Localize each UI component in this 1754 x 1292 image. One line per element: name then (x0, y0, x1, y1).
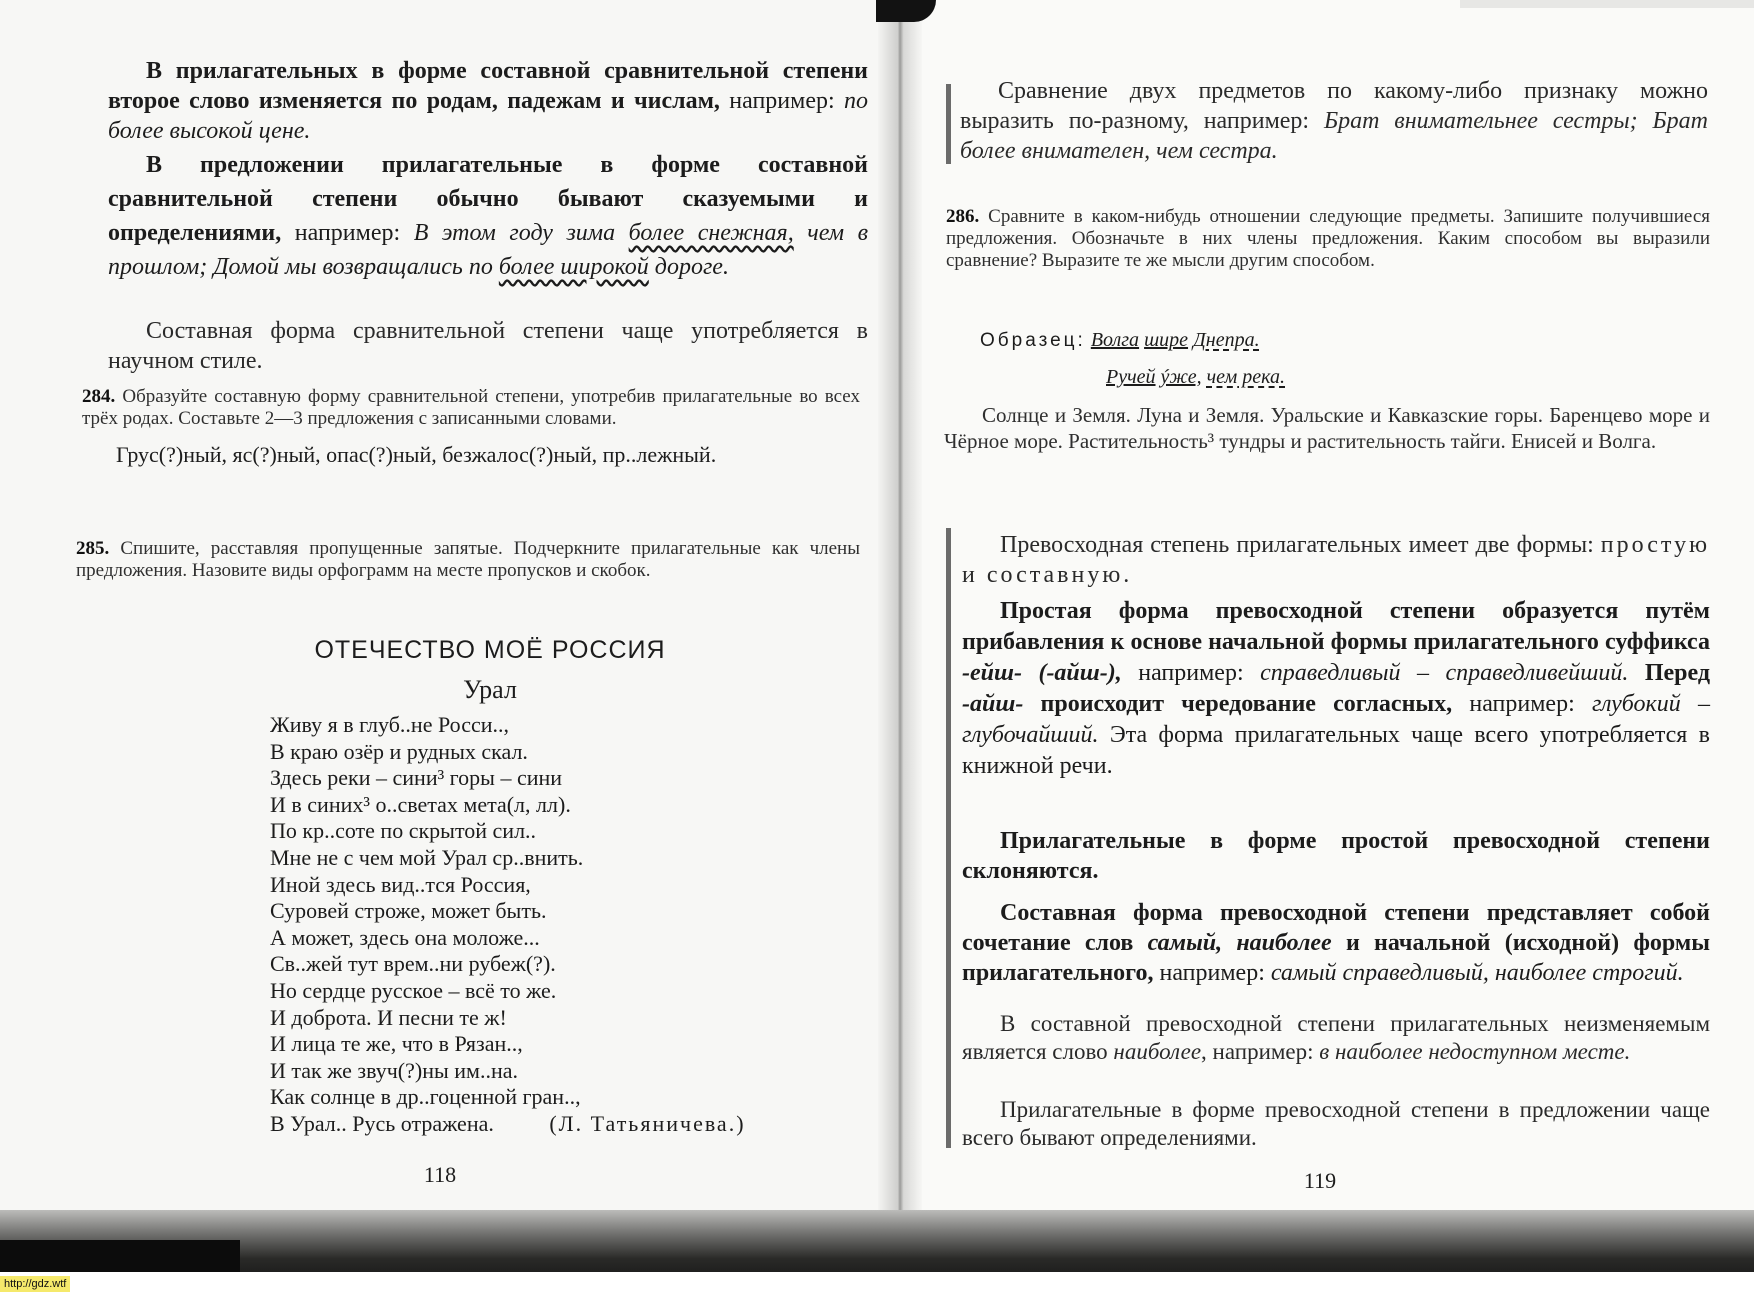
sample-object-1: Днепра. (1193, 329, 1260, 351)
comparison-intro-example: Брат внимательнее сестры; Брат более внимателен, чем сестра. (960, 108, 1708, 164)
rule2-italic-3: дороге. (648, 254, 729, 280)
simple-superlative-rule (962, 596, 1710, 782)
exercise-284-words: Грус(?)ный, яс(?)ный, опас(?)ный, безжалос(?)ный, пр..лежный. (116, 442, 717, 467)
poem-line: И лица те же, что в Рязан.., (270, 1031, 523, 1057)
usage-rule (962, 1096, 1710, 1152)
rule2-normal: например: (281, 220, 414, 246)
declension-rule (962, 826, 1710, 886)
poem-line: И так же звуч(?)ны им..на. (270, 1057, 518, 1083)
exercise-286-number: 286. (946, 206, 980, 227)
rule2-wavy-2: более широкой (498, 254, 649, 280)
comparison-pairs (944, 402, 1710, 454)
simple-rule-normal-2: например: (1452, 691, 1592, 717)
simple-rule-suffix: -ейш- (-айш-), (962, 660, 1122, 686)
poem-line: Св..жей тут врем..ни рубеж(?). (270, 951, 556, 977)
unchanged-italic-1: наиболее (1113, 1039, 1202, 1064)
poem-line: Здесь реки – сини³ горы – сини (270, 765, 563, 791)
rule2-italic-2: чем в прошлом; Домой мы возвращались по (108, 220, 869, 280)
exercise-284-text: Образуйте составную форму сравнительной степени, употребив прилагательные во всех трёх родах. Составьте 2—3 предложения с записанными словами. (82, 386, 860, 429)
poem-subtitle: Урал (463, 675, 517, 704)
unchanged-word-rule (962, 1010, 1710, 1066)
pairs-text: Солнце и Земля. Луна и Земля. Уральские и Кавказские горы. Баренцево море и Чёрное море. Растительность³ тундры и растительность тайги. Енисей и Волга. (944, 403, 1710, 453)
simple-rule-bold-2: Перед (1628, 660, 1710, 686)
rule2-bold: В предложении прилагательные в форме составной сравнительной степени обычно бывают сказуемыми и определениями, (108, 152, 868, 246)
top-right-strip (1460, 0, 1754, 8)
simple-rule-normal-1: например: (1121, 660, 1261, 686)
usage-rule-text: Прилагательные в форме превосходной степени в предложении чаще всего бывают определениями. (962, 1097, 1710, 1150)
bottom-left-dark-block (0, 1240, 240, 1276)
simple-rule-normal-3: Эта форма прилагательных чаще всего употребляется в книжной речи. (962, 722, 1710, 779)
exercise-284-number: 284. (82, 386, 116, 407)
sample-predicate-1: шире (1144, 329, 1189, 351)
margin-bar (946, 84, 951, 164)
rule2-wavy-1: более снежная, (628, 220, 794, 246)
simple-rule-example-2: глубокий – глубочайший. (962, 691, 1710, 748)
rule1-normal: например: (719, 88, 845, 114)
compound-rule-normal: например: (1153, 960, 1271, 986)
sample (980, 322, 1380, 395)
declension-rule-text: Прилагательные в форме простой превосходной степени склоняются. (962, 828, 1710, 884)
comparison-intro (960, 76, 1708, 166)
poem-line: По кр..соте по скрытой сил.. (270, 818, 537, 844)
compound-rule-example: самый справедливый, наиболее строгий. (1270, 960, 1684, 986)
unchanged-italic-2: в наиболее недоступном месте. (1319, 1039, 1631, 1064)
rule1-example: по более высокой цене. (108, 88, 869, 144)
bottom-white-strip (0, 1272, 1754, 1291)
poem-author: (Л. Татьяничева.) (549, 1110, 746, 1136)
exercise-285-number: 285. (76, 538, 110, 559)
note-scientific-style (108, 316, 868, 376)
poem-line: И доброта. И песни те ж! (270, 1004, 507, 1030)
simple-rule-example-1: справедливый – справедливейший. (1260, 660, 1629, 686)
unchanged-normal-2: , например: (1201, 1039, 1320, 1064)
compound-rule-bold-1: Составная форма превосходной степени представляет собой сочетание слов (962, 900, 1710, 956)
page-number-left: 118 (423, 1162, 457, 1187)
unchanged-normal-1: В составной превосходной степени прилагательных неизменяемым является слово (962, 1011, 1710, 1064)
source-url-link[interactable]: http://gdz.wtf (0, 1276, 70, 1292)
compound-superlative-rule (962, 898, 1710, 988)
poem-line: Иной здесь вид..тся Россия, (270, 871, 531, 897)
compound-rule-bold-2: и начальной (исходной) формы прилагательного, (962, 930, 1710, 986)
poem-line: И в синих³ о..светах мета(л, лл). (270, 791, 571, 817)
rule1-bold: В прилагательных в форме составной сравнительной степени второе слово изменяется по родам, падежам и числам, (108, 58, 868, 114)
exercise-285 (76, 538, 860, 582)
sample-subject-1: Волга (1090, 329, 1140, 351)
rule-compound-comparative-declension (108, 56, 868, 146)
rule-compound-comparative-syntax (108, 148, 868, 284)
page-number-right: 119 (1303, 1168, 1337, 1193)
exercise-286-text: Сравните в каком-нибудь отношении следующие предметы. Запишите получившиеся предложения. Обозначьте в них члены предложения. Каким способом вы выразили сравнение? Выразите те же мысли другим способом. (946, 206, 1710, 271)
poem-line: Живу я в глуб..не Росси.., (270, 712, 509, 737)
superlative-intro (962, 530, 1710, 590)
poem-line: В Урал.. Русь отражена. (270, 1110, 494, 1136)
book-gutter (878, 0, 922, 1250)
simple-rule-bold-1: Простая форма превосходной степени образуется путём прибавления к основе начальной формы прилагательного суффикса (962, 598, 1710, 655)
poem (180, 636, 800, 705)
rule2-italic-1: В этом году зима (413, 220, 629, 246)
comparison-intro-text: Сравнение двух предметов по какому-либо признаку можно выразить по-разному, например: (960, 78, 1708, 134)
poem-line: Как солнце в др..гоценной гран.., (270, 1084, 581, 1110)
sample-subject-2: Ручей (1106, 366, 1156, 388)
exercise-284 (82, 386, 860, 468)
simple-rule-bold-3: происходит чередование согласных, (1023, 691, 1453, 717)
poem-line: Суровей строже, может быть. (270, 898, 547, 924)
exercise-285-text: Спишите, расставляя пропущенные запятые. Подчеркните прилагательные как члены предложения. Назовите виды орфограмм на месте пропусков и скобок. (76, 538, 860, 581)
poem-title: ОТЕЧЕСТВО МОЁ РОССИЯ (314, 636, 666, 664)
poem-line: В краю озёр и рудных скал. (270, 738, 528, 764)
sample-predicate-2: ýже, (1160, 366, 1202, 388)
note-text: Составная форма сравнительной степени чаще употребляется в научном стиле. (108, 318, 868, 374)
poem-line: Но сердце русское – всё то же. (270, 977, 557, 1003)
simple-rule-suffix-2: -айш- (962, 691, 1024, 717)
poem-line: Мне не с чем мой Урал ср..внить. (270, 844, 584, 870)
poem-line: А может, здесь она моложе... (270, 924, 540, 950)
compound-rule-words: самый, наиболее (1147, 930, 1332, 956)
exercise-286 (946, 206, 1710, 272)
superlative-forms: простую и составную. (962, 532, 1710, 588)
sample-label: Образец: (980, 330, 1086, 351)
sample-object-2: чем река. (1206, 366, 1286, 388)
margin-bar (946, 528, 951, 1148)
poem-verse (270, 712, 830, 1138)
poem-last-line (270, 1111, 830, 1138)
superlative-intro-text: Превосходная степень прилагательных имеет две формы: (1000, 532, 1601, 558)
